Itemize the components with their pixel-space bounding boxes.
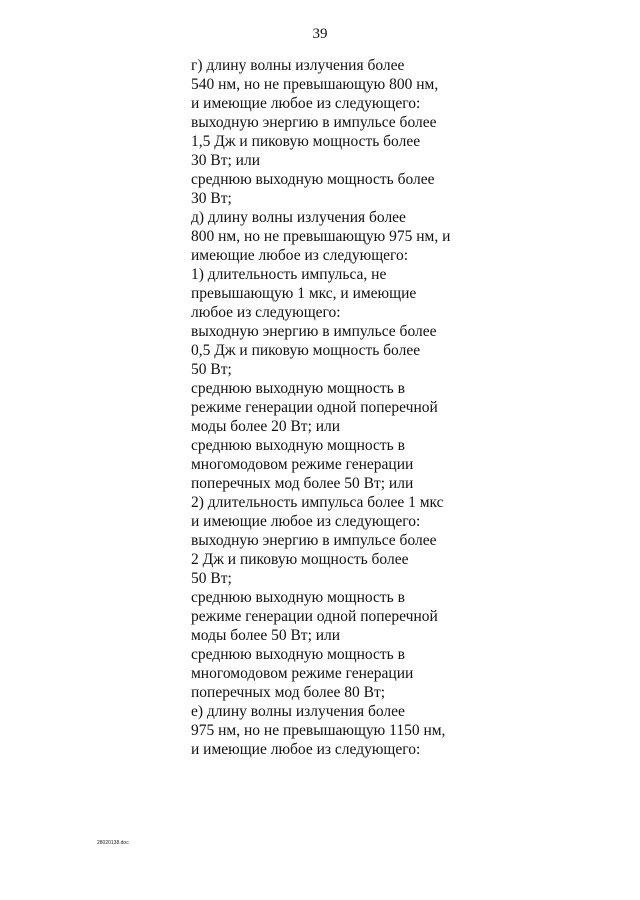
text-line: многомодовом режиме генерации [191, 456, 414, 473]
text-line: 2 Дж и пиковую мощность более [191, 551, 409, 568]
text-line: 1) длительность импульса, не [191, 266, 387, 283]
footer-file-code: 28020138.doc [97, 840, 129, 846]
text-line: 2) длительность импульса более 1 мкс [191, 494, 444, 511]
text-line: поперечных мод более 80 Вт; [191, 684, 386, 701]
text-line: моды более 20 Вт; или [191, 418, 341, 435]
text-line: г) длину волны излучения более [191, 57, 405, 74]
text-line: и имеющие любое из следующего: [191, 95, 421, 112]
text-line: и имеющие любое из следующего: [191, 513, 421, 530]
text-line: среднюю выходную мощность более [191, 171, 435, 188]
text-line: режиме генерации одной поперечной [191, 399, 438, 416]
text-line: выходную энергию в импульсе более [191, 323, 437, 340]
text-line: среднюю выходную мощность в [191, 380, 405, 397]
text-line: выходную энергию в импульсе более [191, 532, 437, 549]
text-line: 50 Вт; [191, 570, 232, 587]
text-line: превышающую 1 мкс, и имеющие [191, 285, 417, 302]
text-line: любое из следующего: [191, 304, 341, 321]
text-line: 540 нм, но не превышающую 800 нм, [191, 76, 439, 93]
text-line: среднюю выходную мощность в [191, 437, 405, 454]
text-line: 30 Вт; или [191, 152, 260, 169]
text-line: 975 нм, но не превышающую 1150 нм, [191, 722, 446, 739]
text-line: режиме генерации одной поперечной [191, 608, 438, 625]
document-body [191, 56, 471, 759]
text-line: среднюю выходную мощность в [191, 646, 405, 663]
text-line: 1,5 Дж и пиковую мощность более [191, 133, 421, 150]
text-line: поперечных мод более 50 Вт; или [191, 475, 414, 492]
text-line: и имеющие любое из следующего: [191, 741, 421, 758]
text-line: 800 нм, но не превышающую 975 нм, и [191, 228, 451, 245]
text-line: 0,5 Дж и пиковую мощность более [191, 342, 421, 359]
text-line: 30 Вт; [191, 190, 232, 207]
text-line: среднюю выходную мощность в [191, 589, 405, 606]
text-line: е) длину волны излучения более [191, 703, 405, 720]
text-line: д) длину волны излучения более [191, 209, 406, 226]
text-line: 50 Вт; [191, 361, 232, 378]
page-number: 39 [312, 26, 328, 42]
text-line: имеющие любое из следующего: [191, 247, 409, 264]
text-line: моды более 50 Вт; или [191, 627, 341, 644]
text-line: выходную энергию в импульсе более [191, 114, 437, 131]
text-line: многомодовом режиме генерации [191, 665, 414, 682]
